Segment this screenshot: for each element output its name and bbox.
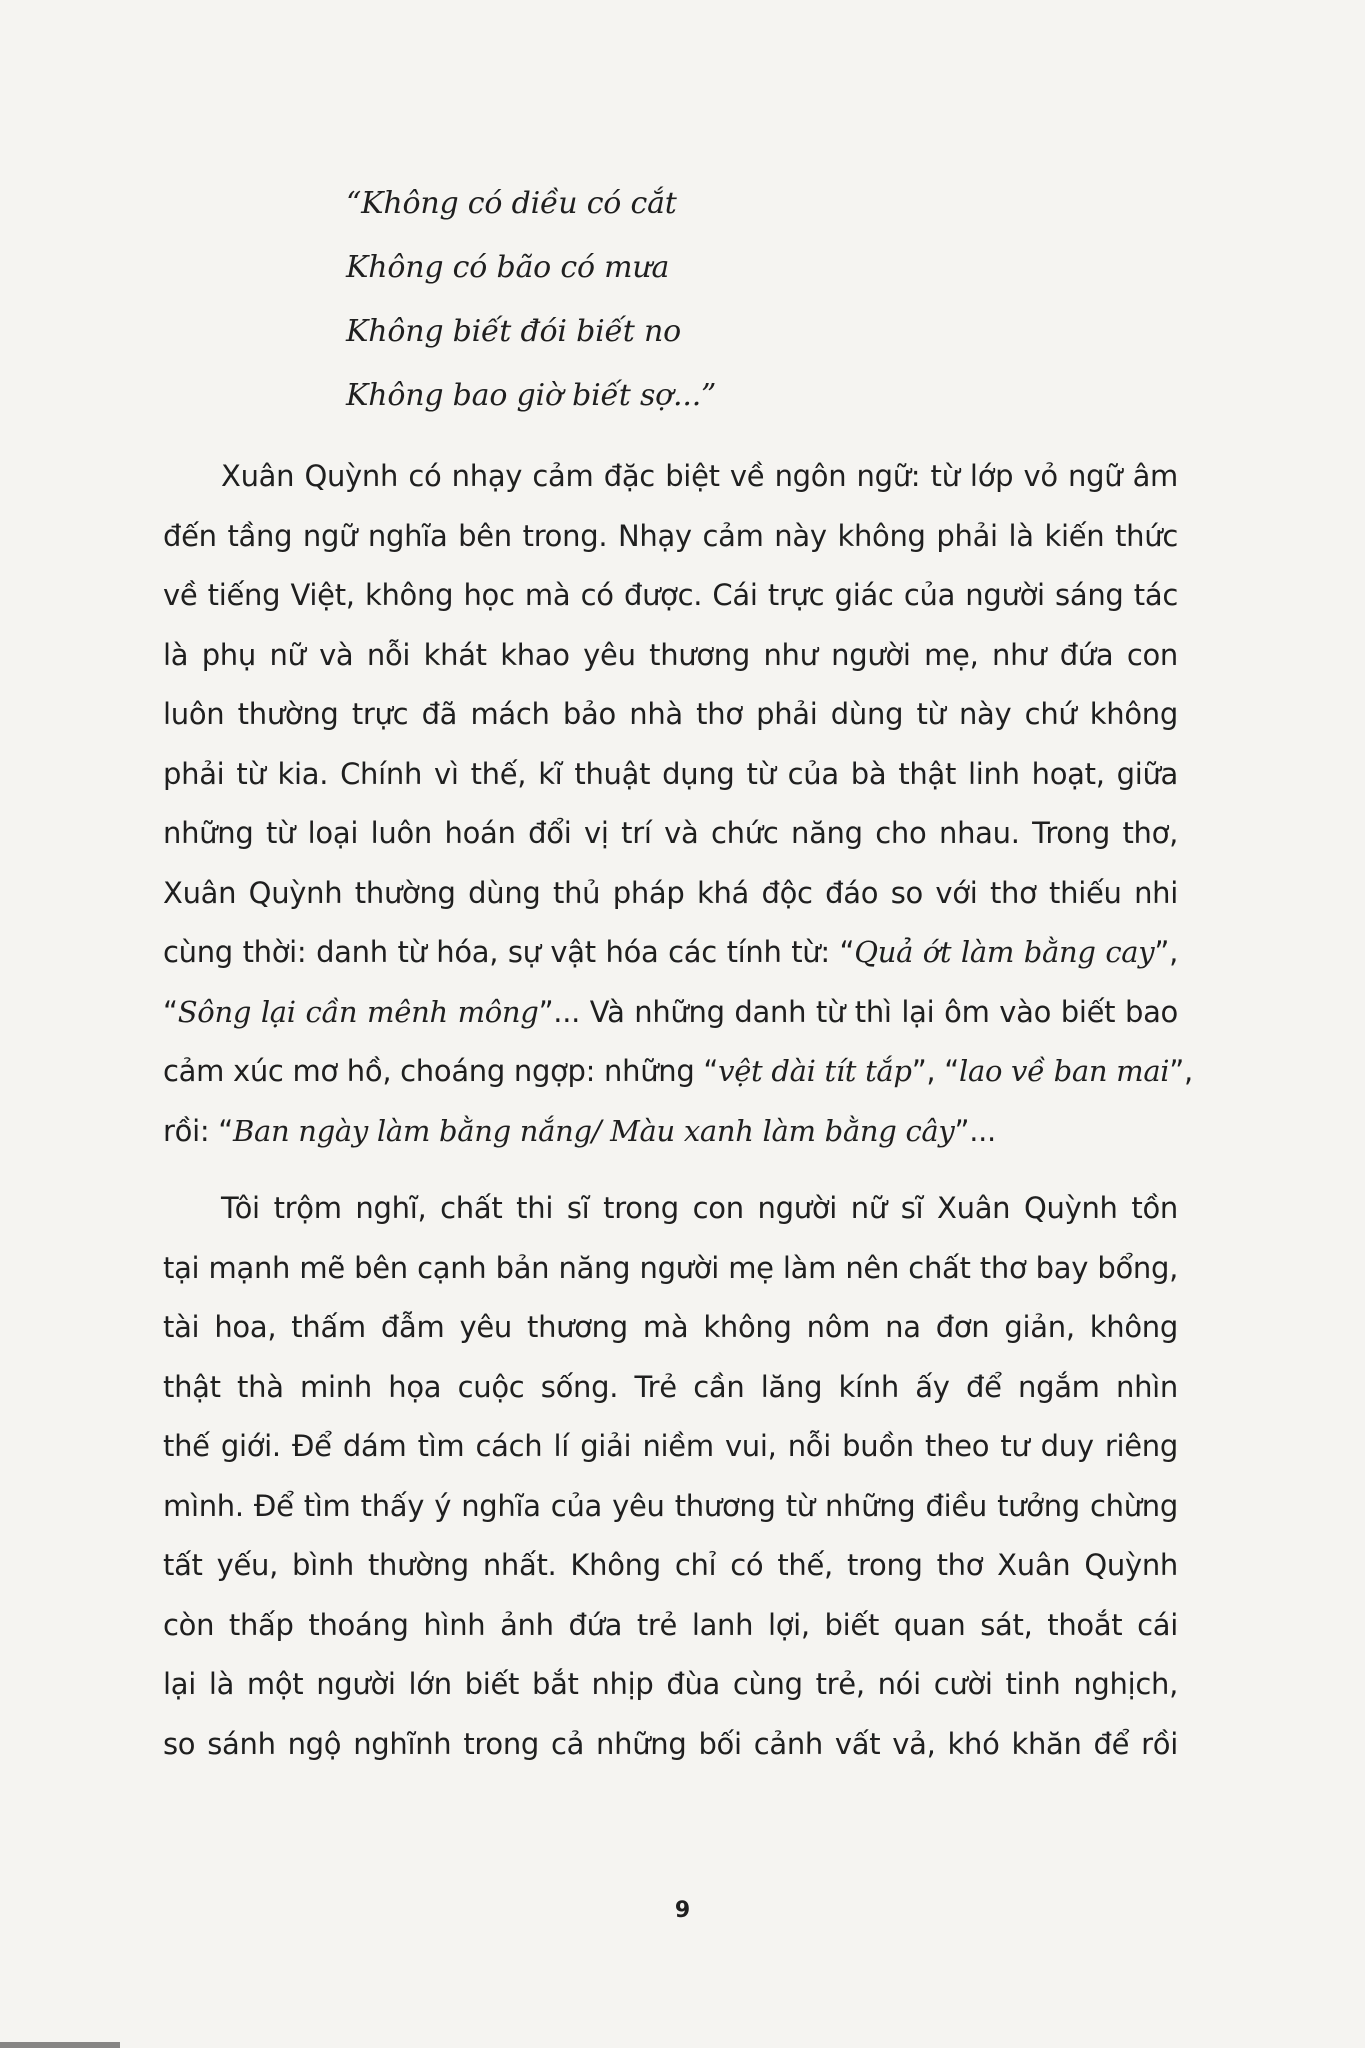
text-line bbox=[163, 1102, 1178, 1162]
text-line bbox=[163, 1042, 1193, 1102]
text-line: tại mạnh mẽ bên cạnh bản năng người mẹ làm nên chất thơ bay bổng, bbox=[163, 1250, 1178, 1285]
text-line: về tiếng Việt, không học mà có được. Cái trực giác của người sáng tác bbox=[163, 578, 1178, 612]
text-line: là phụ nữ và nỗi khát khao yêu thương như người mẹ, như đứa con bbox=[163, 637, 1178, 672]
text-run: ”, bbox=[1154, 935, 1178, 969]
text-line: thế giới. Để dám tìm cách lí giải niềm vui, nỗi buồn theo tư duy riêng bbox=[163, 1429, 1178, 1463]
text-run: ”, “ bbox=[911, 1054, 959, 1088]
poem-line: Không có bão có mưa bbox=[346, 250, 670, 285]
text-line: thật thà minh họa cuộc sống. Trẻ cần lăng kính ấy để ngắm nhìn bbox=[163, 1369, 1178, 1404]
poem-line: “Không có diều có cắt bbox=[346, 186, 677, 221]
text-line: tất yếu, bình thường nhất. Không chỉ có thế, trong thơ Xuân Quỳnh bbox=[163, 1548, 1178, 1582]
text-run: cảm xúc mơ hồ, choáng ngợp: những “ bbox=[163, 1054, 719, 1088]
text-line: còn thấp thoáng hình ảnh đứa trẻ lanh lợi, biết quan sát, thoắt cái bbox=[163, 1607, 1178, 1642]
poem-quote bbox=[346, 172, 1246, 428]
italic-quote: Ban ngày làm bằng nắng/ Màu xanh làm bằng cây bbox=[232, 1113, 955, 1148]
text-line: Xuân Quỳnh thường dùng thủ pháp khá độc đáo so với thơ thiếu nhi bbox=[163, 875, 1178, 910]
text-run: ”... bbox=[954, 1113, 996, 1148]
italic-quote: vệt dài tít tắp bbox=[718, 1054, 912, 1088]
text-line bbox=[163, 983, 1178, 1043]
paragraph-1 bbox=[163, 447, 1193, 1161]
text-line: luôn thường trực đã mách bảo nhà thơ phải dùng từ này chứ không bbox=[163, 697, 1178, 731]
poem-line: Không bao giờ biết sợ...” bbox=[346, 378, 717, 413]
text-line: tài hoa, thấm đẫm yêu thương mà không nôm na đơn giản, không bbox=[163, 1310, 1178, 1344]
text-run: ”... Và những danh từ thì lại ôm vào biết bao bbox=[538, 994, 1178, 1029]
page-number: 9 bbox=[674, 1898, 691, 1923]
text-line: lại là một người lớn biết bắt nhịp đùa cùng trẻ, nói cười tinh nghịch, bbox=[163, 1667, 1178, 1701]
text-line: Xuân Quỳnh có nhạy cảm đặc biệt về ngôn ngữ: từ lớp vỏ ngữ âm bbox=[221, 459, 1178, 493]
text-run: cùng thời: danh từ hóa, sự vật hóa các tính từ: “ bbox=[163, 935, 855, 969]
scan-edge-shadow bbox=[0, 2042, 120, 2048]
poem-line: Không biết đói biết no bbox=[346, 314, 681, 349]
italic-quote: lao về ban mai bbox=[958, 1054, 1170, 1088]
italic-quote: Quả ớt làm bằng cay bbox=[854, 935, 1155, 969]
text-line: những từ loại luôn hoán đổi vị trí và chức năng cho nhau. Trong thơ, bbox=[163, 816, 1178, 850]
text-line: phải từ kia. Chính vì thế, kĩ thuật dụng từ của bà thật linh hoạt, giữa bbox=[163, 756, 1178, 791]
text-line: Tôi trộm nghĩ, chất thi sĩ trong con người nữ sĩ Xuân Quỳnh tồn bbox=[221, 1191, 1178, 1225]
text-line bbox=[163, 923, 1178, 983]
text-run: ”, bbox=[1169, 1054, 1193, 1088]
text-run: “ bbox=[163, 994, 178, 1029]
paragraph-2 bbox=[163, 1179, 1178, 1774]
text-line: đến tầng ngữ nghĩa bên trong. Nhạy cảm này không phải là kiến thức bbox=[163, 518, 1178, 553]
text-line: mình. Để tìm thấy ý nghĩa của yêu thương từ những điều tưởng chừng bbox=[163, 1488, 1178, 1523]
italic-quote: Sông lại cần mênh mông bbox=[177, 994, 539, 1029]
text-run: rồi: “ bbox=[163, 1113, 233, 1148]
text-line: so sánh ngộ nghĩnh trong cả những bối cảnh vất vả, khó khăn để rồi bbox=[163, 1726, 1178, 1761]
